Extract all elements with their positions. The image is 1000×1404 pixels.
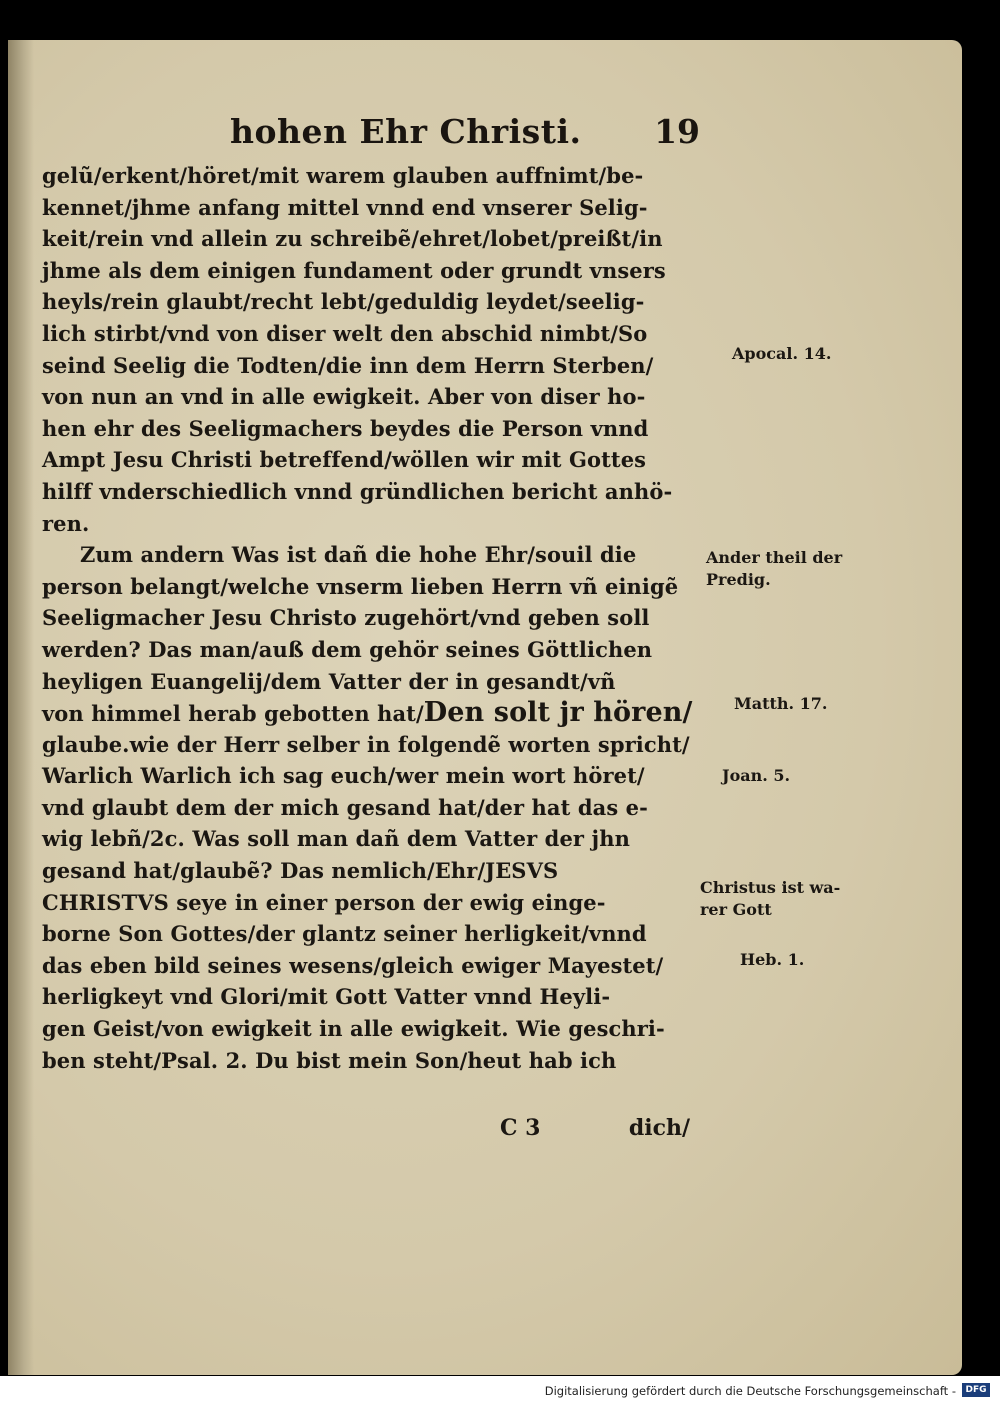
footer-bar: [0, 1376, 1000, 1404]
signature-mark: C 3: [500, 1115, 541, 1141]
text-line: hen ehr des Seeligmachers beydes die Person vnnd: [42, 415, 649, 441]
text-line: wig lebñ/2c. Was soll man dañ dem Vatter der jhn: [42, 826, 630, 852]
text-line: keit/rein vnd allein zu schreibẽ/ehret/lobet/preißt/in: [42, 226, 663, 252]
large-phrase: Den solt jr hören/: [423, 697, 693, 729]
text-line: gelũ/erkent/höret/mit warem glauben auffnimt/be-: [42, 163, 644, 188]
catchword: dich/: [628, 1115, 690, 1141]
marginal-note-predig: Predig.: [706, 570, 771, 589]
page-gutter: [8, 40, 34, 1375]
section-start-line: Zum andern Was ist dañ die hohe Ehr/souil die: [80, 542, 637, 568]
text-line: person belangt/welche vnserm lieben Herrn vñ einigẽ: [42, 573, 679, 599]
text-line: herligkeyt vnd Glori/mit Gott Vatter vnnd Heyli-: [42, 984, 611, 1010]
running-title: hohen Ehr Christi.: [230, 112, 582, 151]
text-line: jhme als dem einigen fundament oder grundt vnsers: [42, 257, 666, 283]
text-line: CHRISTVS seye in einer person der ewig einge-: [42, 889, 606, 915]
text-line: borne Son Gottes/der glantz seiner herligkeit/vnnd: [42, 921, 647, 947]
text-line: Seeligmacher Jesu Christo zugehört/vnd geben soll: [42, 605, 650, 631]
text-line: gesand hat/glaubẽ? Das nemlich/Ehr/JESVS: [42, 858, 559, 884]
text-line: vnd glaubt dem der mich gesand hat/der hat das e-: [42, 794, 648, 820]
marginal-note-rer-gott: rer Gott: [700, 900, 772, 919]
dfg-logo-icon: DFG: [962, 1383, 990, 1397]
text-line: glaube.wie der Herr selber in folgendẽ worten spricht/: [42, 731, 690, 757]
text-line: Warlich Warlich ich sag euch/wer mein wort höret/: [42, 763, 645, 789]
text-line: Ampt Jesu Christi betreffend/wöllen wir mit Gottes: [42, 447, 647, 473]
marginal-note-christus: Christus ist wa-: [700, 878, 841, 897]
text-line: lich stirbt/vnd von diser welt den abschid nimbt/So: [42, 320, 648, 346]
marginal-note-apocal: Apocal. 14.: [732, 344, 832, 363]
text-line: [42, 697, 702, 729]
text-line: seind Seelig die Todten/die inn dem Herrn Sterben/: [42, 352, 654, 378]
text-line: hilff vnderschiedlich vnnd gründlichen bericht anhö-: [42, 478, 673, 504]
page-header: [230, 112, 700, 156]
marginal-note-ander-theil: Ander theil der: [706, 548, 843, 567]
main-text-block: [42, 160, 702, 1076]
text-line: werden? Das man/auß dem gehör seines Göttlichen: [42, 636, 653, 662]
marginal-note-heb: Heb. 1.: [740, 950, 805, 969]
text-line: kennet/jhme anfang mittel vnnd end vnserer Selig-: [42, 194, 648, 220]
text-line: das eben bild seines wesens/gleich ewiger Mayestet/: [42, 952, 664, 978]
text-line: von nun an vnd in alle ewigkeit. Aber von diser ho-: [42, 384, 646, 410]
text-line-start: von himmel herab gebotten hat/: [42, 701, 424, 727]
text-line: ren.: [42, 510, 90, 536]
marginal-note-joan: Joan. 5.: [722, 766, 791, 785]
funding-credit: Digitalisierung gefördert durch die Deutsche Forschungsgemeinschaft -: [544, 1384, 956, 1398]
text-line: heyligen Euangelij/dem Vatter der in gesandt/vñ: [42, 668, 616, 694]
page-number: 19: [654, 112, 700, 151]
text-line: heyls/rein glaubt/recht lebt/geduldig leydet/seelig-: [42, 289, 645, 315]
text-line: gen Geist/von ewigkeit in alle ewigkeit. Wie geschri-: [42, 1016, 665, 1042]
marginal-note-matth: Matth. 17.: [734, 694, 828, 713]
text-line: ben steht/Psal. 2. Du bist mein Son/heut hab ich: [42, 1047, 617, 1073]
signature-line: [500, 1115, 700, 1149]
